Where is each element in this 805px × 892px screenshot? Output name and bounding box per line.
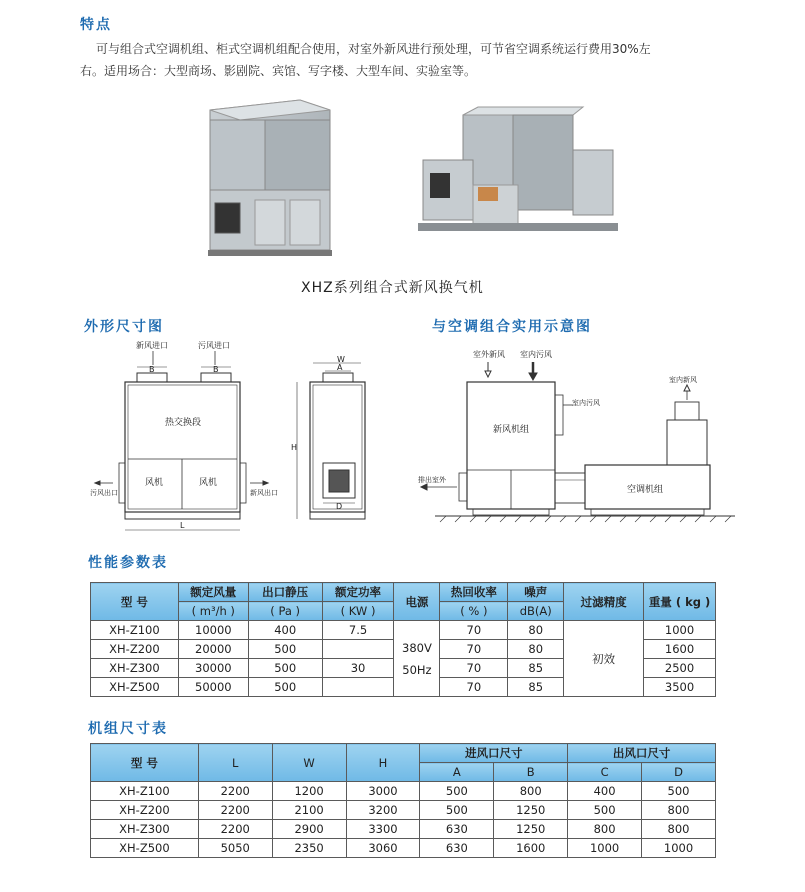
features-line2: 右。适用场合：大型商场、影剧院、宾馆、写字楼、大型车间、实验室等。	[80, 64, 477, 78]
cell-model: XH-Z300	[91, 820, 199, 839]
cell-pressure: 500	[248, 659, 322, 678]
cell-model: XH-Z200	[91, 640, 179, 659]
hdr-recovery: 热回收率	[440, 583, 508, 602]
outline-title: 外形尺寸图	[84, 319, 164, 335]
cell-A: 630	[420, 820, 494, 839]
cell-weight: 1600	[644, 640, 716, 659]
cell-L: 2200	[198, 782, 272, 801]
perf-header-row	[91, 583, 716, 602]
cell-D: 800	[642, 801, 716, 820]
cell-B: 1600	[494, 839, 568, 858]
cell-power	[322, 678, 394, 697]
hdr-D: D	[642, 763, 716, 782]
cell-noise: 80	[508, 640, 564, 659]
cell-B: 800	[494, 782, 568, 801]
fresh-unit-label: 新风机组	[493, 425, 530, 435]
cell-weight: 3500	[644, 678, 716, 697]
cell-A: 500	[420, 801, 494, 820]
cell-model: XH-Z500	[91, 839, 199, 858]
schematic-title: 与空调组合实用示意图	[432, 319, 592, 335]
cell-noise: 85	[508, 678, 564, 697]
indoor-fresh-label: 室内新风	[669, 376, 697, 384]
fan-label-1: 风机	[145, 478, 164, 488]
photo-caption: XHZ系列组合式新风换气机	[301, 280, 484, 296]
hdr-model: 型 号	[91, 583, 179, 621]
cell-weight: 1000	[644, 621, 716, 640]
cell-supply	[394, 621, 440, 697]
cell-recovery: 70	[440, 640, 508, 659]
perf-table	[90, 582, 716, 697]
dim-D: D	[336, 502, 343, 511]
fresh-out-label: 新风出口	[250, 489, 278, 497]
hdr-H: H	[346, 744, 420, 782]
hdr-power: 额定功率	[322, 583, 394, 602]
cell-airflow: 20000	[178, 640, 248, 659]
hdr-L: L	[198, 744, 272, 782]
cell-H: 3300	[346, 820, 420, 839]
hdr-pressure-unit: ( Pa )	[248, 602, 322, 621]
cell-recovery: 70	[440, 659, 508, 678]
cell-D: 500	[642, 782, 716, 801]
cell-H: 3200	[346, 801, 420, 820]
size-header-row	[91, 744, 716, 763]
cell-model: XH-Z500	[91, 678, 179, 697]
cell-power	[322, 640, 394, 659]
table-row	[91, 801, 716, 820]
cell-D: 800	[642, 820, 716, 839]
size-table	[90, 743, 716, 858]
cell-B: 1250	[494, 820, 568, 839]
cell-C: 1000	[568, 839, 642, 858]
indoor-dirty-label-2: 室内污风	[572, 399, 600, 407]
outline-drawing	[85, 335, 405, 540]
cell-C: 500	[568, 801, 642, 820]
fan-label-2: 风机	[199, 478, 218, 488]
cell-model: XH-Z300	[91, 659, 179, 678]
cell-model: XH-Z100	[91, 782, 199, 801]
dim-W: W	[337, 355, 345, 364]
hdr-supply: 电源	[394, 583, 440, 621]
cell-L: 2200	[198, 801, 272, 820]
cell-C: 800	[568, 820, 642, 839]
hdr-W: W	[272, 744, 346, 782]
product-photo-horizontal	[418, 105, 618, 260]
cell-recovery: 70	[440, 621, 508, 640]
hdr-B: B	[494, 763, 568, 782]
supply-voltage: 380V	[402, 640, 432, 655]
cell-H: 3000	[346, 782, 420, 801]
outdoor-fresh-label: 室外新风	[473, 350, 505, 359]
hdr-A: A	[420, 763, 494, 782]
cell-D: 1000	[642, 839, 716, 858]
hdr-C: C	[568, 763, 642, 782]
cell-L: 2200	[198, 820, 272, 839]
dim-H: H	[291, 443, 298, 452]
cell-A: 630	[420, 839, 494, 858]
table-row	[91, 839, 716, 858]
dim-B1: B	[149, 365, 155, 374]
table-row	[91, 820, 716, 839]
hdr-airflow-unit: ( m³/h )	[178, 602, 248, 621]
product-photo-vertical	[200, 95, 340, 260]
cell-pressure: 500	[248, 678, 322, 697]
hdr-airflow: 额定风量	[178, 583, 248, 602]
dim-L: L	[180, 521, 185, 530]
features-line1: 可与组合式空调机组、柜式空调机组配合使用，对室外新风进行预处理，可节省空调系统运行费用30%左	[96, 42, 651, 56]
hdr-weight: 重量 ( kg )	[644, 583, 716, 621]
table-row	[91, 621, 716, 640]
table-row	[91, 782, 716, 801]
cell-recovery: 70	[440, 678, 508, 697]
schematic-drawing	[415, 340, 745, 540]
cell-W: 1200	[272, 782, 346, 801]
hdr-inlet: 进风口尺寸	[420, 744, 568, 763]
hdr-pressure: 出口静压	[248, 583, 322, 602]
cell-filter: 初效	[564, 621, 644, 697]
cell-model: XH-Z100	[91, 621, 179, 640]
size-table-title: 机组尺寸表	[88, 721, 168, 737]
hdr-filter: 过滤精度	[564, 583, 644, 621]
exhaust-label: 排出室外	[418, 476, 446, 484]
cell-W: 2900	[272, 820, 346, 839]
features-title: 特点	[80, 17, 112, 33]
hdr-power-unit: ( KW )	[322, 602, 394, 621]
hdr-recovery-unit: ( % )	[440, 602, 508, 621]
cell-power: 7.5	[322, 621, 394, 640]
dim-A: A	[337, 363, 343, 372]
hdr-model: 型 号	[91, 744, 199, 782]
cell-power: 30	[322, 659, 394, 678]
cell-L: 5050	[198, 839, 272, 858]
cell-H: 3060	[346, 839, 420, 858]
cell-B: 1250	[494, 801, 568, 820]
cell-A: 500	[420, 782, 494, 801]
dim-B2: B	[213, 365, 219, 374]
perf-table-title: 性能参数表	[88, 555, 168, 571]
cell-weight: 2500	[644, 659, 716, 678]
cell-airflow: 10000	[178, 621, 248, 640]
heat-exchange-label: 热交换段	[165, 418, 202, 428]
cell-airflow: 50000	[178, 678, 248, 697]
cell-W: 2350	[272, 839, 346, 858]
hdr-outlet: 出风口尺寸	[568, 744, 716, 763]
cell-W: 2100	[272, 801, 346, 820]
cell-airflow: 30000	[178, 659, 248, 678]
supply-frequency: 50Hz	[402, 662, 432, 677]
cell-noise: 85	[508, 659, 564, 678]
dirty-in-label: 污风进口	[198, 341, 230, 350]
cell-pressure: 400	[248, 621, 322, 640]
cell-model: XH-Z200	[91, 801, 199, 820]
cell-C: 400	[568, 782, 642, 801]
fresh-in-label: 新风进口	[136, 341, 168, 350]
cell-noise: 80	[508, 621, 564, 640]
cell-pressure: 500	[248, 640, 322, 659]
ac-unit-label: 空调机组	[627, 485, 664, 495]
indoor-dirty-label: 室内污风	[520, 350, 552, 359]
hdr-noise: 噪声	[508, 583, 564, 602]
dirty-out-label: 污风出口	[90, 489, 118, 497]
hdr-noise-unit: dB(A)	[508, 602, 564, 621]
